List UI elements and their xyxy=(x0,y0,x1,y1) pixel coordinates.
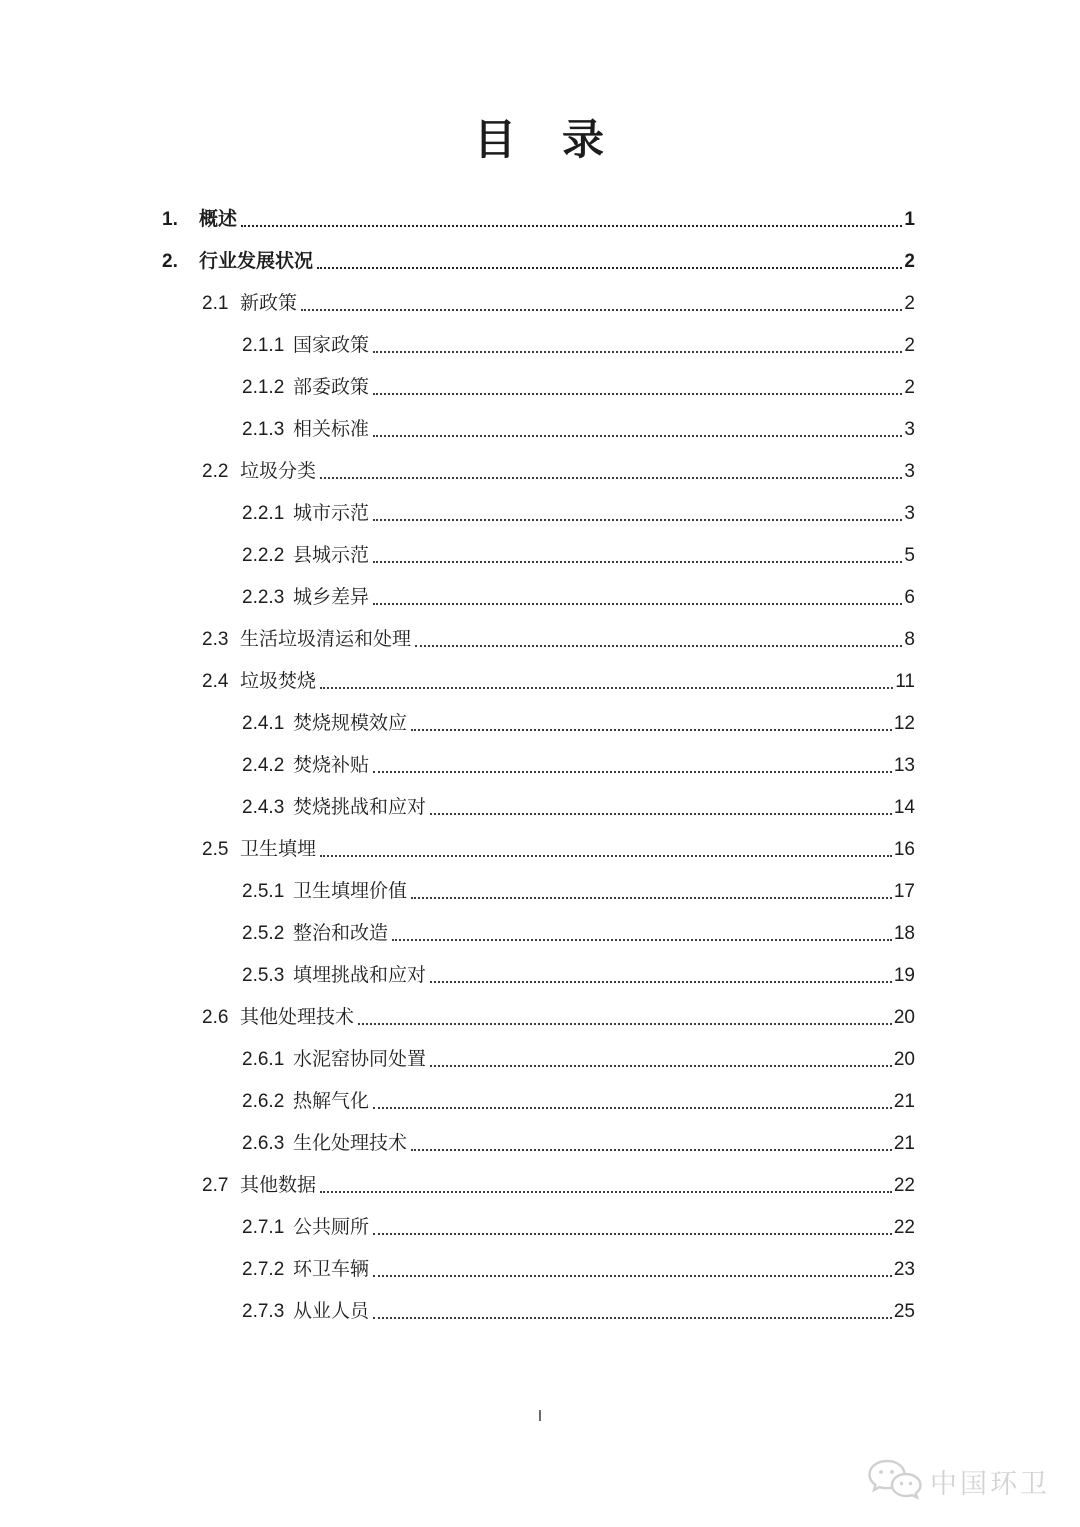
toc-entry xyxy=(162,965,915,987)
footer-page-number: I xyxy=(537,1408,543,1425)
toc-entry xyxy=(162,1301,915,1323)
toc-entry xyxy=(162,1007,915,1029)
toc-entry-page: 2 xyxy=(904,251,915,272)
toc-entry xyxy=(162,377,915,399)
toc-entry-number: 2.4.2 xyxy=(242,755,285,776)
table-of-contents xyxy=(162,209,915,1323)
toc-entry-label: 热解气化 xyxy=(293,1091,370,1112)
toc-entry-page: 8 xyxy=(904,629,915,650)
toc-entry-page: 2 xyxy=(904,293,915,314)
toc-entry-label: 垃圾分类 xyxy=(240,461,317,482)
toc-entry xyxy=(162,797,915,819)
toc-entry-label: 其他数据 xyxy=(240,1175,317,1196)
toc-leader-dots xyxy=(320,855,892,857)
toc-entry-page: 2 xyxy=(904,335,915,356)
toc-leader-dots xyxy=(373,519,902,521)
toc-entry-page: 20 xyxy=(893,1007,915,1028)
toc-entry-number: 2.7.3 xyxy=(242,1301,285,1322)
toc-entry-page: 22 xyxy=(893,1217,915,1238)
toc-entry-page: 18 xyxy=(893,923,915,944)
toc-entry-label: 相关标准 xyxy=(293,419,370,440)
toc-entry-label: 城乡差异 xyxy=(293,587,370,608)
toc-entry-page: 12 xyxy=(893,713,915,734)
toc-entry-number: 2. xyxy=(162,251,178,272)
toc-entry-page: 16 xyxy=(893,839,915,860)
toc-entry-number: 2.1 xyxy=(202,293,229,314)
toc-leader-dots xyxy=(411,1149,892,1151)
toc-entry-number: 2.2.2 xyxy=(242,545,285,566)
toc-entry-page: 6 xyxy=(904,587,915,608)
toc-entry-page: 20 xyxy=(893,1049,915,1070)
toc-entry-number: 2.4 xyxy=(202,671,229,692)
toc-entry-label: 新政策 xyxy=(240,293,298,314)
toc-entry-page: 23 xyxy=(893,1259,915,1280)
toc-leader-dots xyxy=(358,1023,892,1025)
toc-entry xyxy=(162,209,915,231)
toc-entry-number: 2.4.1 xyxy=(242,713,285,734)
toc-entry-label: 生活垃圾清运和处理 xyxy=(240,629,412,650)
toc-entry-number: 2.1.1 xyxy=(242,335,285,356)
toc-entry xyxy=(162,251,915,273)
toc-entry xyxy=(162,1217,915,1239)
toc-leader-dots xyxy=(430,981,892,983)
toc-entry-number: 2.4.3 xyxy=(242,797,285,818)
toc-leader-dots xyxy=(373,1275,892,1277)
toc-entry xyxy=(162,1049,915,1071)
toc-entry-label: 城市示范 xyxy=(293,503,370,524)
toc-entry-label: 从业人员 xyxy=(293,1301,370,1322)
toc-entry-number: 2.7.1 xyxy=(242,1217,285,1238)
toc-leader-dots xyxy=(411,897,892,899)
toc-entry-page: 2 xyxy=(904,377,915,398)
toc-entry xyxy=(162,671,915,693)
toc-leader-dots xyxy=(373,1233,892,1235)
toc-entry-label: 县城示范 xyxy=(293,545,370,566)
toc-entry-label: 水泥窑协同处置 xyxy=(293,1049,427,1070)
toc-entry-page: 5 xyxy=(904,545,915,566)
watermark-text: 中国环卫 xyxy=(930,1468,1050,1499)
toc-entry-number: 2.6.3 xyxy=(242,1133,285,1154)
toc-entry-number: 2.2.3 xyxy=(242,587,285,608)
toc-entry-label: 卫生填埋 xyxy=(240,839,317,860)
toc-entry xyxy=(162,335,915,357)
toc-entry-number: 1. xyxy=(162,209,178,230)
toc-entry-number: 2.7.2 xyxy=(242,1259,285,1280)
toc-leader-dots xyxy=(430,813,892,815)
toc-entry xyxy=(162,713,915,735)
toc-entry-page: 1 xyxy=(904,209,915,230)
toc-leader-dots xyxy=(392,939,892,941)
toc-entry-label: 行业发展状况 xyxy=(199,251,314,272)
toc-leader-dots xyxy=(373,393,902,395)
toc-leader-dots xyxy=(320,477,902,479)
toc-entry xyxy=(162,629,915,651)
toc-entry-number: 2.6 xyxy=(202,1007,229,1028)
toc-entry-label: 整治和改造 xyxy=(293,923,389,944)
toc-entry-page: 25 xyxy=(893,1301,915,1322)
toc-entry-number: 2.1.2 xyxy=(242,377,285,398)
toc-leader-dots xyxy=(430,1065,892,1067)
toc-entry-label: 焚烧挑战和应对 xyxy=(293,797,427,818)
toc-entry xyxy=(162,545,915,567)
toc-entry-number: 2.3 xyxy=(202,629,229,650)
toc-leader-dots xyxy=(373,1107,892,1109)
toc-entry-label: 概述 xyxy=(199,209,238,230)
toc-entry xyxy=(162,1259,915,1281)
toc-leader-dots xyxy=(301,309,902,311)
toc-entry-page: 22 xyxy=(893,1175,915,1196)
toc-entry-page: 17 xyxy=(893,881,915,902)
toc-entry-label: 填埋挑战和应对 xyxy=(293,965,427,986)
toc-leader-dots xyxy=(320,1191,892,1193)
toc-entry xyxy=(162,1133,915,1155)
toc-entry xyxy=(162,881,915,903)
toc-entry xyxy=(162,587,915,609)
toc-leader-dots xyxy=(317,267,902,269)
toc-leader-dots xyxy=(373,351,902,353)
toc-entry-number: 2.5 xyxy=(202,839,229,860)
toc-entry-label: 公共厕所 xyxy=(293,1217,370,1238)
toc-entry-page: 11 xyxy=(895,671,915,692)
toc-entry-number: 2.7 xyxy=(202,1175,229,1196)
toc-entry xyxy=(162,1091,915,1113)
toc-entry-label: 垃圾焚烧 xyxy=(240,671,317,692)
toc-leader-dots xyxy=(373,1317,892,1319)
toc-entry xyxy=(162,1175,915,1197)
watermark xyxy=(866,1458,1050,1504)
toc-entry-number: 2.5.2 xyxy=(242,923,285,944)
toc-entry xyxy=(162,755,915,777)
toc-entry xyxy=(162,461,915,483)
toc-entry-number: 2.2.1 xyxy=(242,503,285,524)
toc-leader-dots xyxy=(241,225,902,227)
toc-leader-dots xyxy=(373,561,902,563)
toc-entry-page: 3 xyxy=(904,419,915,440)
toc-leader-dots xyxy=(320,687,893,689)
toc-leader-dots xyxy=(373,603,902,605)
toc-entry-number: 2.5.3 xyxy=(242,965,285,986)
wechat-logo-icon xyxy=(866,1458,922,1504)
toc-entry xyxy=(162,503,915,525)
toc-entry-label: 其他处理技术 xyxy=(240,1007,355,1028)
toc-entry xyxy=(162,839,915,861)
toc-entry-label: 卫生填埋价值 xyxy=(293,881,408,902)
toc-leader-dots xyxy=(373,771,892,773)
toc-entry-label: 焚烧规模效应 xyxy=(293,713,408,734)
toc-entry-number: 2.6.2 xyxy=(242,1091,285,1112)
toc-entry-label: 国家政策 xyxy=(293,335,370,356)
toc-entry-label: 焚烧补贴 xyxy=(293,755,370,776)
toc-entry-label: 部委政策 xyxy=(293,377,370,398)
toc-entry-number: 2.6.1 xyxy=(242,1049,285,1070)
toc-entry-label: 生化处理技术 xyxy=(293,1133,408,1154)
toc-entry-number: 2.1.3 xyxy=(242,419,285,440)
toc-entry-number: 2.2 xyxy=(202,461,229,482)
page-title: 目 录 xyxy=(473,116,606,163)
toc-entry-number: 2.5.1 xyxy=(242,881,285,902)
toc-entry-page: 3 xyxy=(904,503,915,524)
toc-entry-label: 环卫车辆 xyxy=(293,1259,370,1280)
toc-entry-page: 3 xyxy=(904,461,915,482)
toc-leader-dots xyxy=(411,729,892,731)
toc-entry xyxy=(162,923,915,945)
toc-entry xyxy=(162,293,915,315)
toc-entry xyxy=(162,419,915,441)
toc-entry-page: 14 xyxy=(893,797,915,818)
toc-entry-page: 13 xyxy=(893,755,915,776)
toc-entry-page: 21 xyxy=(893,1133,915,1154)
toc-leader-dots xyxy=(373,435,902,437)
toc-entry-page: 19 xyxy=(893,965,915,986)
toc-leader-dots xyxy=(415,645,902,647)
toc-entry-page: 21 xyxy=(893,1091,915,1112)
